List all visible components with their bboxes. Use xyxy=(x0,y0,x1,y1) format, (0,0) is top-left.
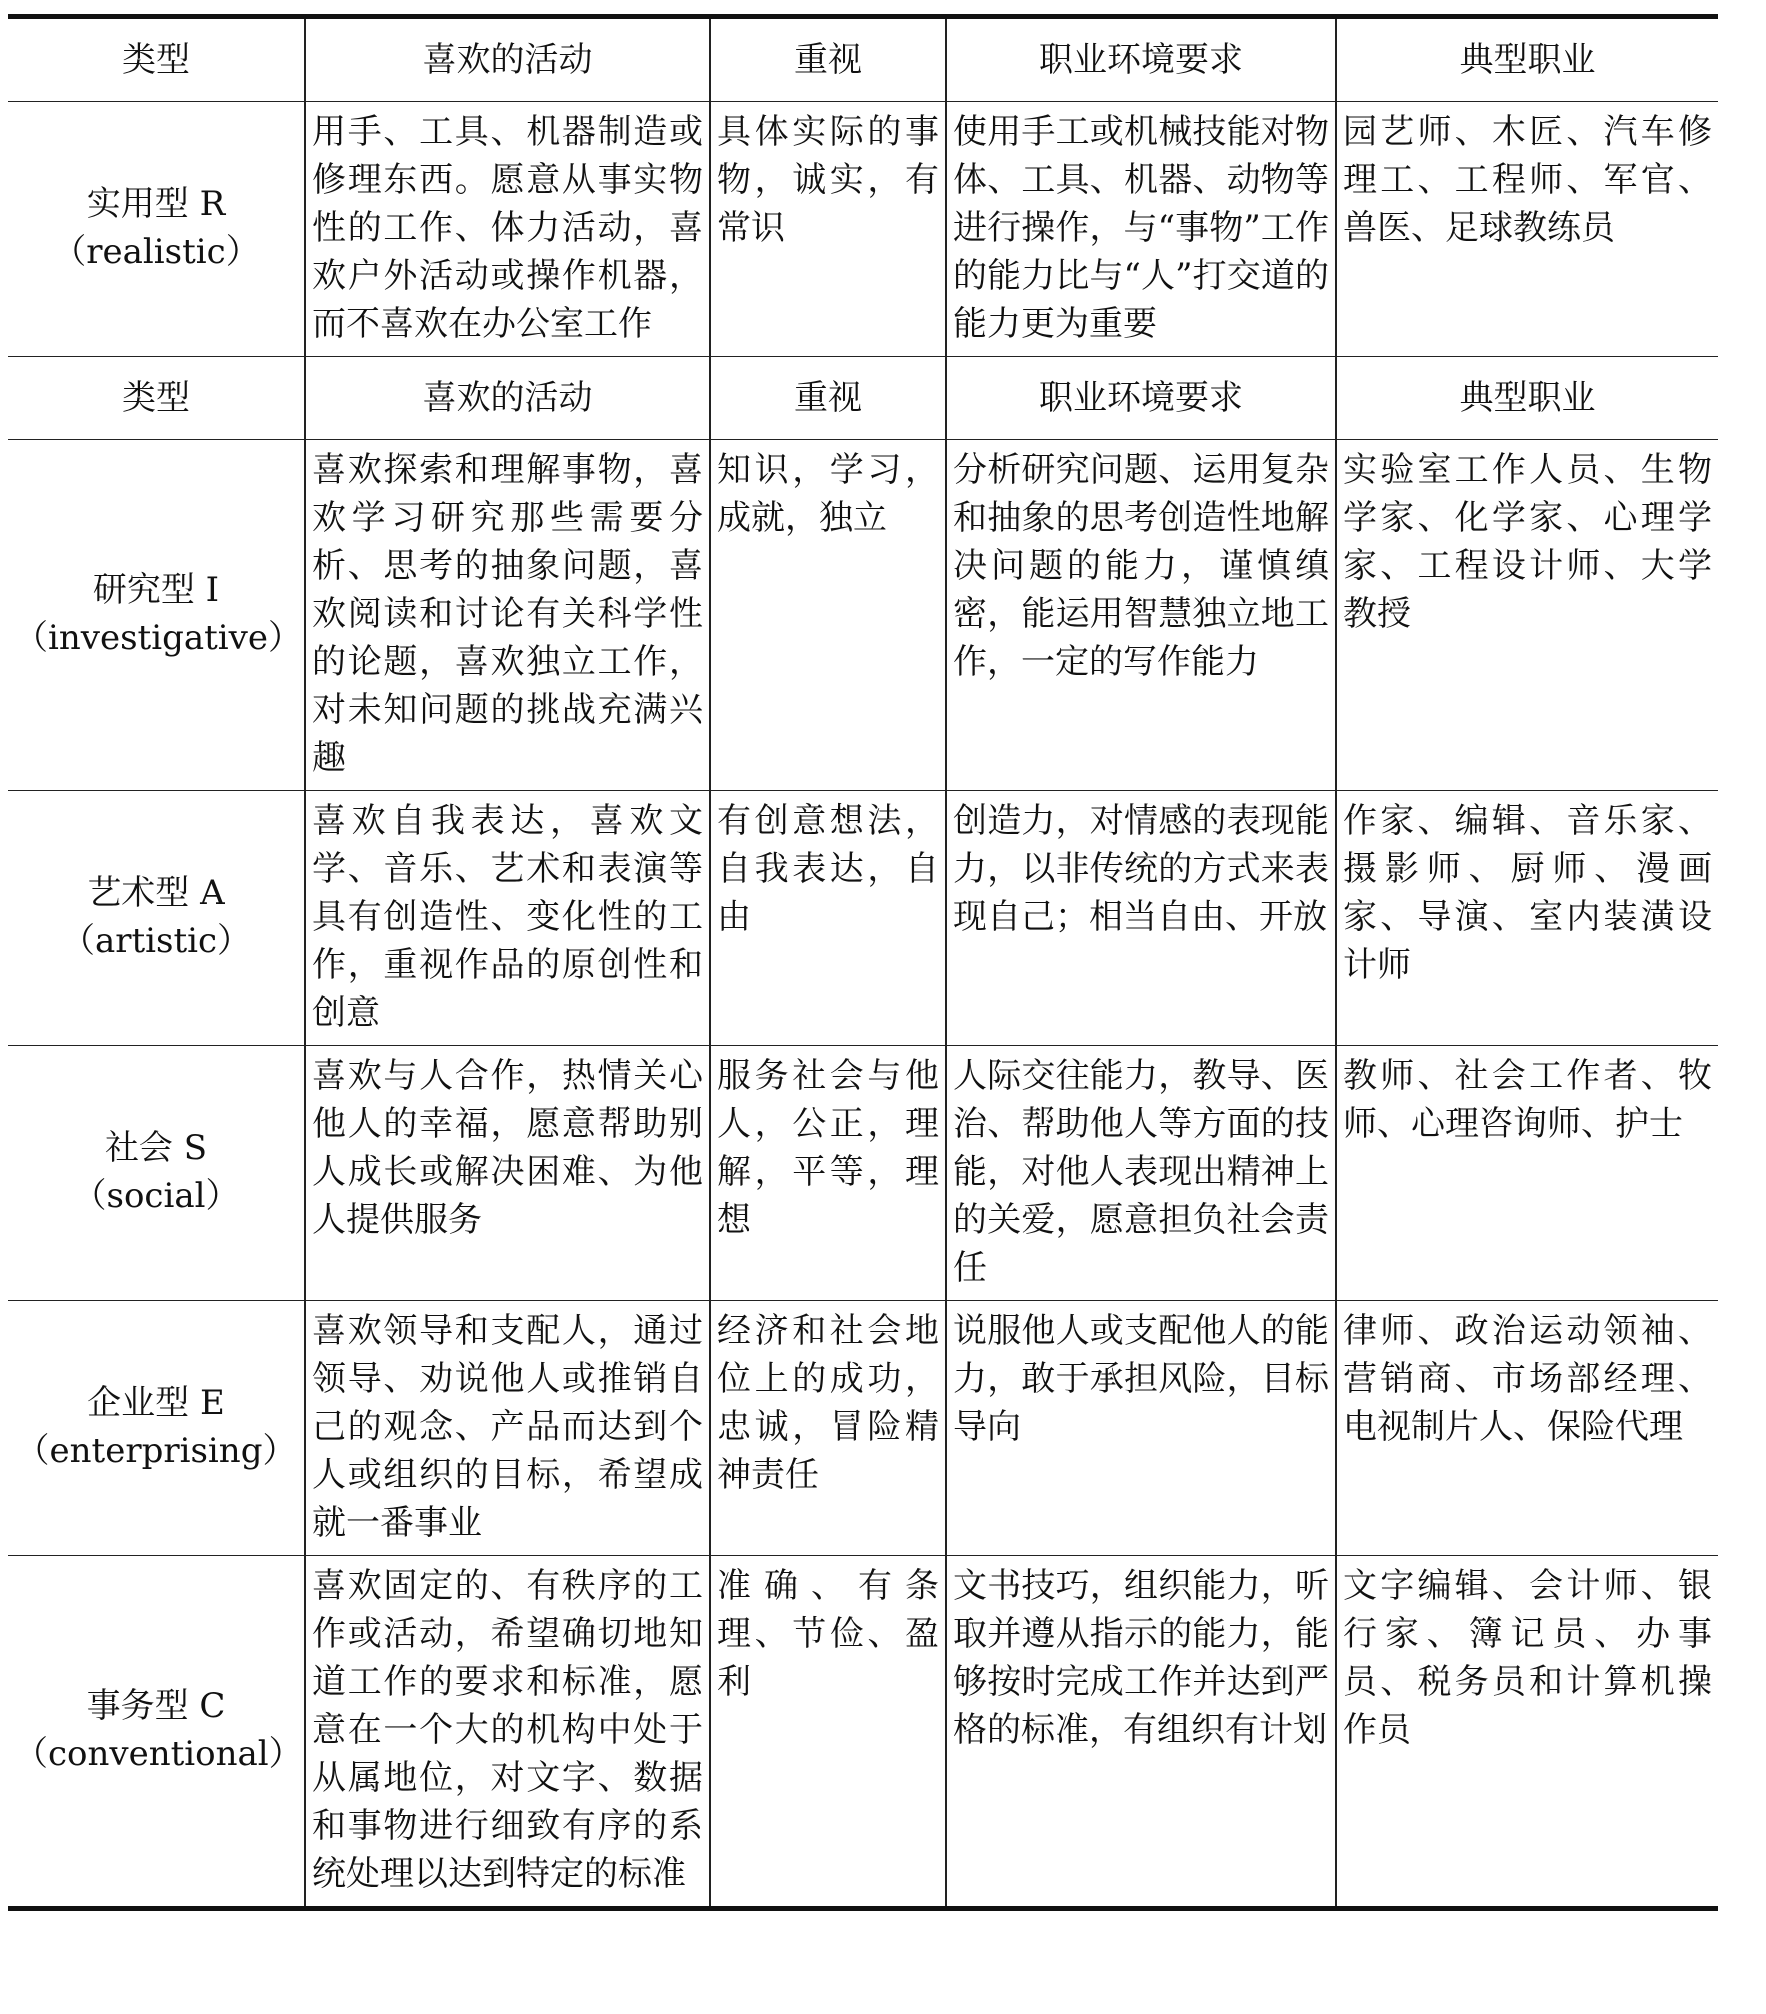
type-cell xyxy=(8,440,305,791)
activities-cell: 用手、工具、机器制造或修理东西。愿意从事实物性的工作、体力活动，喜欢户外活动或操作机器，而不喜欢在办公室工作 xyxy=(305,102,710,357)
type-name: 实用型 R xyxy=(86,184,226,224)
type-cell xyxy=(8,1301,305,1556)
activities-cell: 喜欢探索和理解事物，喜欢学习研究那些需要分析、思考的抽象问题，喜欢阅读和讨论有关科学性的论题，喜欢独立工作，对未知问题的挑战充满兴趣 xyxy=(305,440,710,791)
values-cell: 有创意想法，自我表达，自由 xyxy=(710,791,946,1046)
type-english: （investigative） xyxy=(14,618,302,658)
type-name: 事务型 C xyxy=(86,1686,226,1726)
activities-cell: 喜欢领导和支配人，通过领导、劝说他人或推销自己的观念、产品而达到个人或组织的目标，希望成就一番事业 xyxy=(305,1301,710,1556)
values-cell: 经济和社会地位上的成功，忠诚，冒险精神责任 xyxy=(710,1301,946,1556)
header-activities: 喜欢的活动 xyxy=(305,17,710,102)
occupations-cell: 园艺师、木匠、汽车修理工、工程师、军官、兽医、足球教练员 xyxy=(1336,102,1718,357)
table-row-realistic xyxy=(8,102,1718,357)
header-type: 类型 xyxy=(8,357,305,440)
header-row xyxy=(8,17,1718,102)
table-row-artistic xyxy=(8,791,1718,1046)
table-row-investigative xyxy=(8,440,1718,791)
occupations-cell: 教师、社会工作者、牧师、心理咨询师、护士 xyxy=(1336,1046,1718,1301)
type-cell xyxy=(8,791,305,1046)
type-english: （realistic） xyxy=(52,232,260,272)
type-english: （artistic） xyxy=(60,921,252,961)
environment-cell: 说服他人或支配他人的能力，敢于承担风险，目标导向 xyxy=(946,1301,1336,1556)
environment-cell: 创造力，对情感的表现能力，以非传统的方式来表现自己；相当自由、开放 xyxy=(946,791,1336,1046)
occupations-cell: 文字编辑、会计师、银行家、簿记员、办事员、税务员和计算机操作员 xyxy=(1336,1556,1718,1909)
header-activities: 喜欢的活动 xyxy=(305,357,710,440)
header-values: 重视 xyxy=(710,17,946,102)
type-cell xyxy=(8,1556,305,1909)
type-cell xyxy=(8,102,305,357)
header-occupations: 典型职业 xyxy=(1336,17,1718,102)
table-row-enterprising xyxy=(8,1301,1718,1556)
type-name: 艺术型 A xyxy=(87,873,225,913)
type-name: 企业型 E xyxy=(87,1383,225,1423)
activities-cell: 喜欢自我表达，喜欢文学、音乐、艺术和表演等具有创造性、变化性的工作，重视作品的原创性和创意 xyxy=(305,791,710,1046)
activities-cell: 喜欢固定的、有秩序的工作或活动，希望确切地知道工作的要求和标准，愿意在一个大的机构中处于从属地位，对文字、数据和事物进行细致有序的系统处理以达到特定的标准 xyxy=(305,1556,710,1909)
table-row-social xyxy=(8,1046,1718,1301)
header-environment: 职业环境要求 xyxy=(946,357,1336,440)
occupations-cell: 实验室工作人员、生物学家、化学家、心理学家、工程设计师、大学教授 xyxy=(1336,440,1718,791)
occupations-cell: 律师、政治运动领袖、营销商、市场部经理、电视制片人、保险代理 xyxy=(1336,1301,1718,1556)
header-environment: 职业环境要求 xyxy=(946,17,1336,102)
values-cell: 具体实际的事物，诚实，有常识 xyxy=(710,102,946,357)
type-english: （enterprising） xyxy=(15,1431,297,1471)
type-name: 研究型 I xyxy=(92,570,220,610)
values-cell: 准确、有条理、节俭、盈利 xyxy=(710,1556,946,1909)
environment-cell: 使用手工或机械技能对物体、工具、机器、动物等进行操作，与“事物”工作的能力比与“人”打交道的能力更为重要 xyxy=(946,102,1336,357)
holland-types-table xyxy=(8,14,1718,1911)
type-cell xyxy=(8,1046,305,1301)
header-row-repeat xyxy=(8,357,1718,440)
header-occupations: 典型职业 xyxy=(1336,357,1718,440)
environment-cell: 人际交往能力，教导、医治、帮助他人等方面的技能，对他人表现出精神上的关爱，愿意担负社会责任 xyxy=(946,1046,1336,1301)
environment-cell: 文书技巧，组织能力，听取并遵从指示的能力，能够按时完成工作并达到严格的标准，有组织有计划 xyxy=(946,1556,1336,1909)
header-type: 类型 xyxy=(8,17,305,102)
occupations-cell: 作家、编辑、音乐家、摄影师、厨师、漫画家、导演、室内装潢设计师 xyxy=(1336,791,1718,1046)
type-english: （conventional） xyxy=(14,1734,303,1774)
table-row-conventional xyxy=(8,1556,1718,1909)
type-name: 社会 S xyxy=(104,1128,208,1168)
values-cell: 服务社会与他人，公正，理解，平等，理想 xyxy=(710,1046,946,1301)
values-cell: 知识，学习，成就，独立 xyxy=(710,440,946,791)
header-values: 重视 xyxy=(710,357,946,440)
environment-cell: 分析研究问题、运用复杂和抽象的思考创造性地解决问题的能力，谨慎缜密，能运用智慧独立地工作，一定的写作能力 xyxy=(946,440,1336,791)
activities-cell: 喜欢与人合作，热情关心他人的幸福，愿意帮助别人成长或解决困难、为他人提供服务 xyxy=(305,1046,710,1301)
type-english: （social） xyxy=(72,1176,240,1216)
